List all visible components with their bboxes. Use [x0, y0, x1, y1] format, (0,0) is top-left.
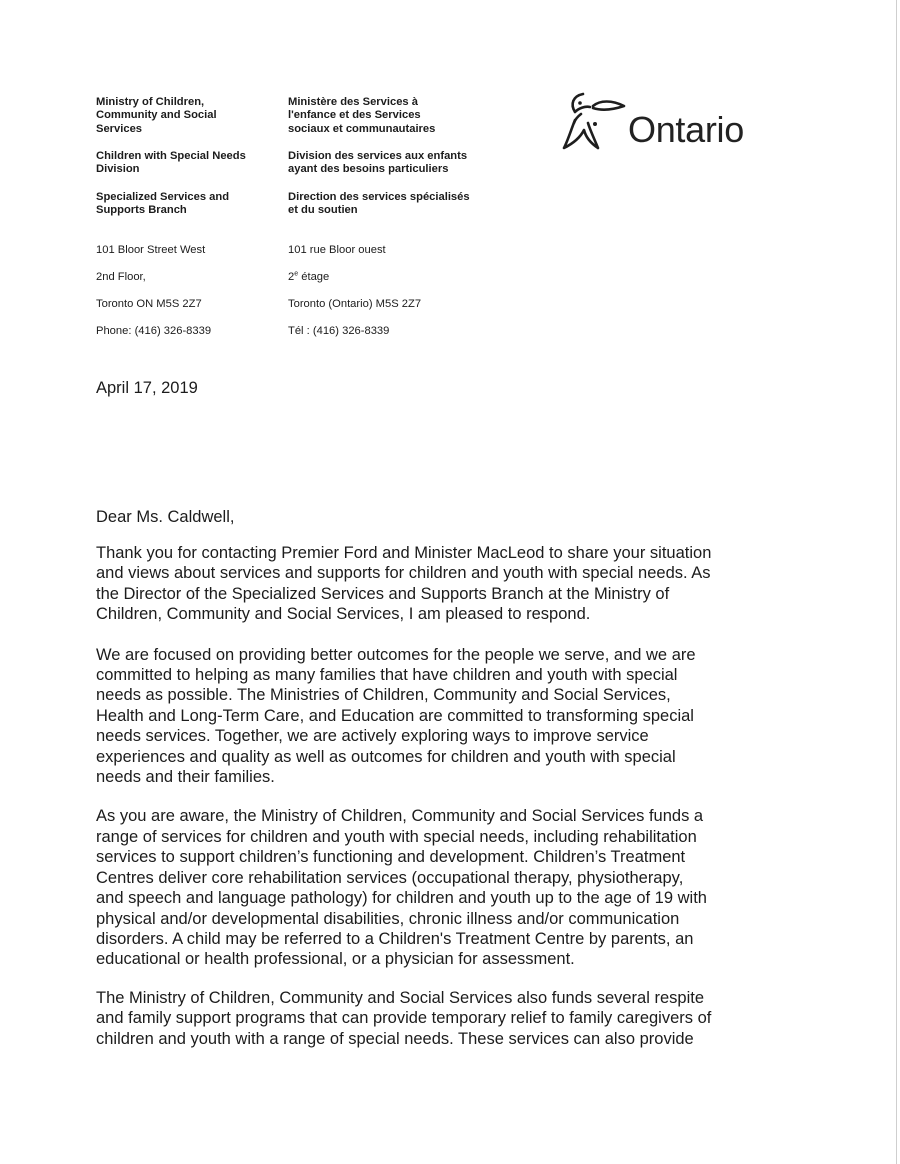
- branch-name-en: Specialized Services and Supports Branch: [96, 191, 230, 217]
- floor-fr-word: étage: [298, 271, 330, 284]
- text-line: needs and their families.: [96, 768, 275, 787]
- ministry-name-fr: Ministère des Services à l'enfance et des Services sociaux et communautaires: [288, 96, 436, 135]
- branch-name-fr: Direction des services spécialisés et du soutien: [288, 191, 470, 217]
- text-line: The Ministry of Children, Community and Social Services also funds several respite: [96, 988, 705, 1007]
- division-name-fr: Division des services aux enfants ayant des besoins particuliers: [288, 150, 468, 176]
- street-fr: 101 rue Bloor ouest: [288, 244, 386, 257]
- text-line: the Director of the Specialized Services and Supports Branch at the Ministry of: [96, 584, 670, 603]
- letterhead-french: [288, 96, 498, 352]
- salutation: Dear Ms. Caldwell,: [96, 508, 235, 526]
- text-line: Health and Long-Term Care, and Education are committed to transforming special: [96, 706, 694, 725]
- text-line: experiences and quality as well as outcomes for children and youth with special: [96, 747, 676, 766]
- text-line: range of services for children and youth with special needs, including rehabilitation: [96, 827, 697, 846]
- text-line: disorders. A child may be referred to a Children's Treatment Centre by parents, an: [96, 929, 694, 948]
- text-line: services to support children’s functioning and development. Children’s Treatment: [96, 848, 686, 867]
- text-line: We are focused on providing better outcomes for the people we serve, and we are: [96, 645, 696, 664]
- text-line: Thank you for contacting Premier Ford and Minister MacLeod to share your situation: [96, 544, 712, 562]
- paragraph-2: [96, 645, 776, 788]
- text-line: physical and/or developmental disabilities, chronic illness and/or communication: [96, 909, 680, 928]
- trillium-icon: [560, 86, 630, 158]
- city-fr: Toronto (Ontario) M5S 2Z7: [288, 298, 422, 311]
- ministry-name-en: Ministry of Children, Community and Social Services: [96, 96, 217, 135]
- address-en: [96, 231, 281, 352]
- letterhead-english: [96, 96, 281, 352]
- phone-fr: Tél : (416) 326-8339: [288, 324, 390, 337]
- text-line: and views about services and supports for children and youth with special needs. As: [96, 564, 711, 583]
- paragraph-3: [96, 806, 776, 969]
- division-name-en: Children with Special Needs Division: [96, 150, 246, 176]
- ontario-logo: [560, 86, 770, 166]
- text-line: Centres deliver core rehabilitation services (occupational therapy, physiotherapy,: [96, 868, 684, 887]
- scan-edge-line: [896, 0, 897, 1164]
- paragraph-1: [96, 543, 776, 625]
- text-line: committed to helping as many families that have children and youth with special: [96, 666, 678, 685]
- text-line: and family support programs that can provide temporary relief to family caregivers of: [96, 1009, 712, 1028]
- letter-date: April 17, 2019: [96, 379, 198, 397]
- address-fr: [288, 231, 498, 352]
- text-line: As you are aware, the Ministry of Children, Community and Social Services funds a: [96, 807, 704, 826]
- floor-fr-superscript: e: [294, 270, 299, 278]
- text-line: needs services. Together, we are actively exploring ways to improve service: [96, 727, 649, 746]
- phone-en: Phone: (416) 326-8339: [96, 324, 212, 337]
- floor-en: 2nd Floor,: [96, 271, 146, 284]
- text-line: educational or health professional, or a physician for assessment.: [96, 950, 575, 969]
- letter-body: [96, 543, 776, 1049]
- street-en: 101 Bloor Street West: [96, 244, 206, 257]
- floor-fr-number: 2: [288, 271, 295, 284]
- floor-fr: [288, 271, 498, 284]
- paragraph-4: [96, 988, 776, 1049]
- city-en: Toronto ON M5S 2Z7: [96, 298, 202, 311]
- text-line: children and youth with a range of special needs. These services can also provide: [96, 1029, 694, 1048]
- ontario-wordmark: Ontario: [628, 109, 744, 150]
- text-line: Children, Community and Social Services, I am pleased to respond.: [96, 605, 591, 624]
- text-line: needs as possible. The Ministries of Children, Community and Social Services,: [96, 686, 671, 705]
- text-line: and speech and language pathology) for children and youth up to the age of 19 with: [96, 889, 707, 908]
